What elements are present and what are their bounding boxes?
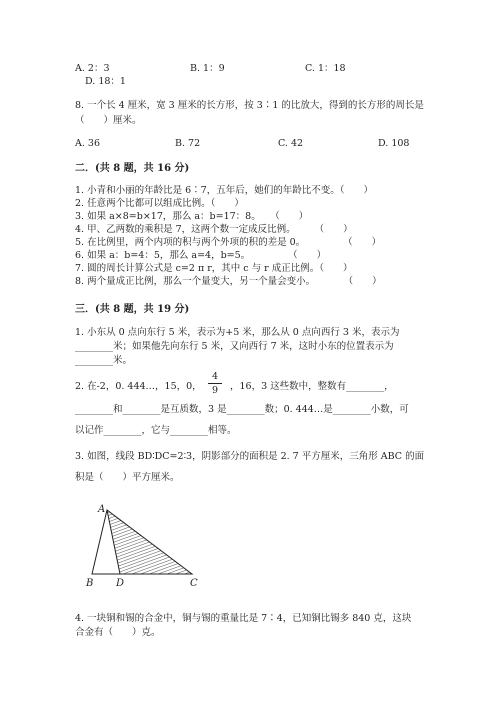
s2-item-7: 7. 圆的周长计算公式是 c=2 π r，其中 c 与 r 成正比例。（ ） [75,263,353,274]
label-c: C [190,578,198,589]
s2-item-5: 5. 在比例里，两个内项的积与两个外项的积的差是 0。 （ ） [75,237,382,248]
s2-item-1: 1. 小青和小丽的年龄比是 6∶7，五年后，她们的年龄比不变。（ ） [75,185,373,196]
section2-title: 二．(共 8 题，共 16 分) [75,163,190,174]
q8-stem-line1: 8. 一个长 4 厘米，宽 3 厘米的长方形，按 3∶1 的比放大，得到的长方形的周长是 [75,100,424,111]
s3-q1-line2: ________米；如果他先向东行 5 米，又向西行 7 米，这时小东的位置表示为 [75,341,394,352]
s2-item-6: 6. 如果 a：b=4：5，那么 a=4，b=5。 （ ） [75,250,327,261]
s2-item-8: 8. 两个量成正比例，那么一个量变大，另一个量会变小。 （ ） [75,276,382,287]
s3-q4-line1: 4. 一块铜和锡的合金中，铜与锡的重量比是 7∶4，已知铜比锡多 840 克，这块 [75,613,412,624]
s2-item-4: 4. 甲、乙两数的乘积是 7，这两个数一定成反比例。 （ ） [75,224,353,235]
s3-q1-line3: ________米。 [75,355,133,366]
q8-stem-line2: （ ）厘米。 [75,115,142,126]
triangle-figure [80,500,210,590]
s3-q4-line2: 合金有（ ）克。 [75,627,161,638]
q7-option-d: D. 18：1 [85,76,126,87]
s3-q3-line1: 3. 如图，线段 BD∶DC=2∶3，阴影部分的面积是 2. 7 平方厘米，三角形 ABC 的面 [75,451,425,462]
q7-option-c: C. 1：18 [305,63,346,74]
s3-q2-line2: ________和________是互质数，3 是________数；0. 444…是________小数，可 [75,404,409,415]
label-d: D [116,578,125,589]
q7-option-b: B. 1：9 [190,63,225,74]
q8-option-b: B. 72 [175,138,201,149]
s2-item-3: 3. 如果 a×8=b×17，那么 a：b=17：8。 （ ） [75,211,309,222]
fraction-numerator: 4 [211,371,219,382]
q8-option-c: C. 42 [278,138,304,149]
fraction-bar [208,383,222,384]
s3-q1-line1: 1. 小东从 0 点向东行 5 米，表示为+5 米，那么从 0 点向西行 3 米，表示为 [75,327,400,338]
q8-option-d: D. 108 [378,138,410,149]
label-a: A [98,504,106,515]
section3-title: 三．(共 8 题，共 19 分) [75,304,190,315]
s3-q3-line2: 积是（ ）平方厘米。 [75,472,180,483]
s3-q2-pre: 2. 在-2，0. 444…，15，0， [75,381,202,392]
fraction-four-ninths [208,371,222,396]
label-b: B [86,578,94,589]
s3-q2-line3: 以记作________，它与________相等。 [75,425,237,436]
q8-option-a: A. 36 [75,138,100,149]
s3-q2-post: ，16，3 这些数中，整数有________， [230,381,394,392]
fraction-denominator: 9 [211,385,219,396]
q7-option-a: A. 2：3 [75,63,110,74]
s2-item-2: 2. 任意两个比都可以组成比例。（ ） [75,198,244,209]
